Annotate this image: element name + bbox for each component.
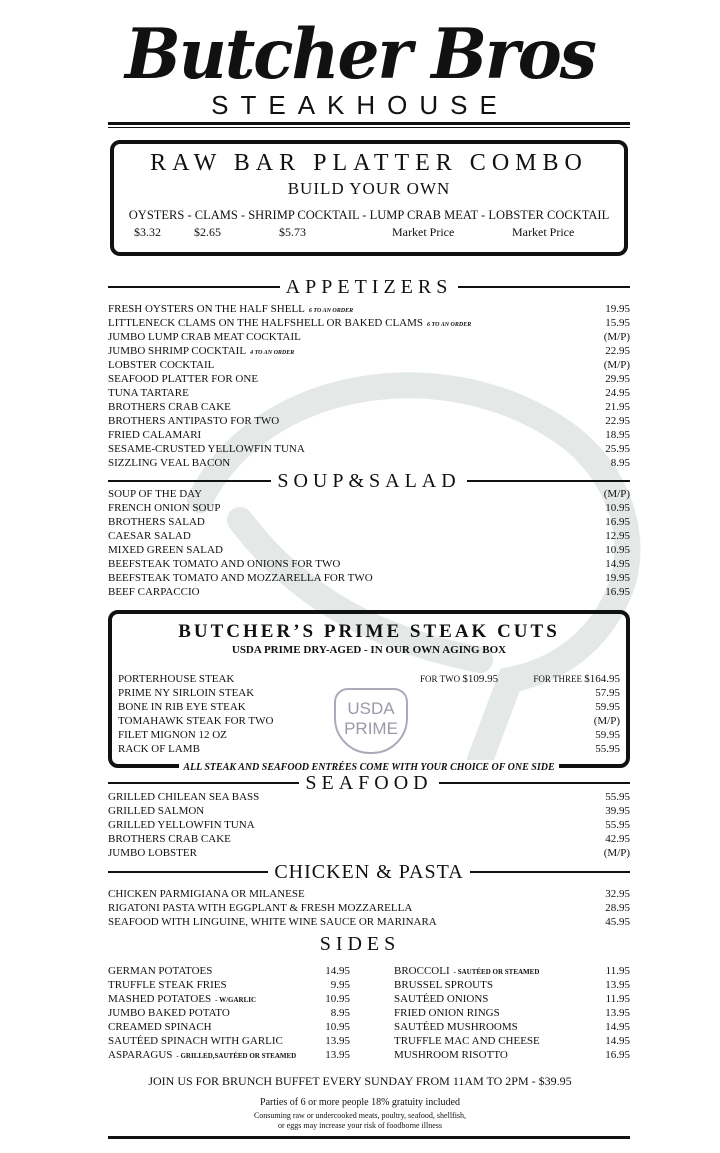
brand-logo: Butcher Bros: [125, 13, 595, 95]
menu-item: [108, 887, 630, 901]
item-name: GRILLED CHILEAN SEA BASS: [108, 791, 260, 803]
menu-item: [118, 714, 620, 728]
menu-item: [108, 344, 630, 358]
badge-text: PRIME: [344, 719, 398, 738]
item-note: 6 TO AN ORDER: [308, 308, 354, 314]
item-price: 10.95: [325, 993, 350, 1005]
item-name: FILET MIGNON 12 OZ: [118, 729, 227, 741]
item-name: LITTLENECK CLAMS ON THE HALFSHELL OR BAKED CLAMS: [108, 317, 424, 329]
menu-item: [108, 585, 630, 599]
price-clams: $2.65: [194, 225, 221, 239]
item-name: SEAFOOD WITH LINGUINE, WHITE WINE SAUCE OR MARINARA: [108, 916, 437, 928]
item-price: 24.95: [605, 387, 630, 399]
item-price: 13.95: [605, 1007, 630, 1019]
item-price: (M/P): [603, 847, 630, 859]
item-note: - GRILLED,SAUTÉED OR STEAMED: [176, 1052, 297, 1060]
item-price: 22.95: [605, 345, 630, 357]
price-crab: Market Price: [392, 225, 455, 239]
menu-item: [108, 964, 350, 978]
item-name: SAUTÉED MUSHROOMS: [394, 1021, 518, 1033]
item-price: 19.95: [605, 572, 630, 584]
item-price: 9.95: [330, 979, 350, 991]
item-name: SAUTÉED ONIONS: [394, 993, 489, 1005]
price-shrimp: $5.73: [279, 225, 306, 239]
item-price: (M/P): [593, 715, 620, 727]
item-price: 45.95: [605, 916, 630, 928]
item-name: JUMBO LUMP CRAB MEAT COCKTAIL: [108, 331, 301, 343]
item-price: 8.95: [610, 457, 630, 469]
item-price: 19.95: [605, 303, 630, 315]
item-price: 42.95: [605, 833, 630, 845]
item-name: BROTHERS ANTIPASTO FOR TWO: [108, 415, 280, 427]
item-price: 16.95: [605, 586, 630, 598]
menu-item: [108, 372, 630, 386]
sides-list: [108, 964, 630, 1062]
item-name: BONE IN RIB EYE STEAK: [118, 701, 246, 713]
item-price: $164.95: [584, 673, 620, 685]
chicken-pasta-list: [108, 887, 630, 929]
item-name: MASHED POTATOES: [108, 993, 212, 1005]
item-name: TRUFFLE STEAK FRIES: [108, 979, 227, 991]
item-name: FRENCH ONION SOUP: [108, 502, 221, 514]
item-price: 28.95: [605, 902, 630, 914]
item-note: 6 TO AN ORDER: [427, 322, 472, 328]
menu-item: [118, 728, 620, 742]
item-name: MIXED GREEN SALAD: [108, 544, 223, 556]
menu-item: [108, 330, 630, 344]
section-title: SEAFOOD: [305, 771, 433, 794]
raw-bar-subtitle: BUILD YOUR OWN: [287, 179, 451, 198]
item-name: FRESH OYSTERS ON THE HALF SHELL: [108, 303, 305, 315]
raw-bar-title: RAW BAR PLATTER COMBO: [150, 150, 588, 176]
menu-item: [108, 543, 630, 557]
menu-item: [394, 1020, 630, 1034]
item-price: 14.95: [605, 1035, 630, 1047]
menu-item: [108, 804, 630, 818]
menu-item: [108, 487, 630, 501]
brunch-text: JOIN US FOR BRUNCH BUFFET EVERY SUNDAY FROM 11AM TO 2PM - $39.95: [148, 1074, 572, 1088]
item-price: 57.95: [595, 687, 620, 699]
menu-item: [108, 1034, 350, 1048]
menu-item: [118, 700, 620, 714]
item-name: TUNA TARTARE: [108, 387, 189, 399]
item-name: SOUP OF THE DAY: [108, 488, 203, 500]
item-price: 18.95: [605, 429, 630, 441]
steak-box: [108, 610, 630, 773]
item-name: RACK OF LAMB: [118, 743, 200, 755]
item-price: (M/P): [603, 331, 630, 343]
menu-item: [108, 428, 630, 442]
steak-footnote: ALL STEAK AND SEAFOOD ENTRÉES COME WITH YOUR CHOICE OF ONE SIDE: [179, 762, 558, 773]
menu-item: [108, 316, 630, 330]
raw-bar-prices: [114, 225, 624, 243]
item-price: 22.95: [605, 415, 630, 427]
divider: [108, 127, 630, 128]
price-oysters: $3.32: [134, 225, 161, 239]
steak-subtitle: USDA PRIME DRY-AGED - IN OUR OWN AGING BOX: [231, 644, 507, 656]
menu-item: [108, 790, 630, 804]
item-name: BEEFSTEAK TOMATO AND MOZZARELLA FOR TWO: [108, 572, 373, 584]
item-name: BEEF CARPACCIO: [108, 586, 200, 598]
menu-item: [108, 358, 630, 372]
item-name: FRIED ONION RINGS: [394, 1007, 500, 1019]
item-name: SESAME-CRUSTED YELLOWFIN TUNA: [108, 443, 305, 455]
item-price: 10.95: [605, 544, 630, 556]
item-price: 55.95: [605, 819, 630, 831]
item-name: ASPARAGUS: [108, 1049, 173, 1061]
menu-item: [108, 414, 630, 428]
item-name: JUMBO BAKED POTATO: [108, 1007, 230, 1019]
item-price: 16.95: [605, 516, 630, 528]
item-price: 55.95: [595, 743, 620, 755]
appetizers-list: [108, 302, 630, 470]
soup-salad-list: [108, 487, 630, 599]
item-price: 14.95: [605, 558, 630, 570]
gratuity-text: Parties of 6 or more people 18% gratuity included: [260, 1097, 460, 1108]
chicken-pasta-header: [108, 862, 630, 882]
item-price: 12.95: [605, 530, 630, 542]
item-name: BROTHERS CRAB CAKE: [108, 833, 231, 845]
menu-item: [108, 456, 630, 470]
item-name: BRUSSEL SPROUTS: [394, 979, 493, 991]
item-name: CAESAR SALAD: [108, 530, 191, 542]
item-price: 14.95: [605, 1021, 630, 1033]
item-price: 10.95: [605, 502, 630, 514]
item-name: JUMBO SHRIMP COCKTAIL: [108, 345, 247, 357]
menu-item: [118, 742, 620, 756]
item-price: (M/P): [603, 488, 630, 500]
item-name: BROTHERS SALAD: [108, 516, 205, 528]
menu-item: [394, 1006, 630, 1020]
item-name: BROTHERS CRAB CAKE: [108, 401, 231, 413]
item-name: RIGATONI PASTA WITH EGGPLANT & FRESH MOZZARELLA: [108, 902, 413, 914]
divider: [108, 122, 630, 125]
item-price: 13.95: [605, 979, 630, 991]
menu-item: [108, 846, 630, 860]
item-name: GRILLED SALMON: [108, 805, 205, 817]
item-price: 13.95: [325, 1049, 350, 1061]
item-name: PRIME NY SIRLOIN STEAK: [118, 687, 255, 699]
item-name: FRIED CALAMARI: [108, 429, 202, 441]
menu-item: [108, 1048, 350, 1062]
item-note: - SAUTÉED OR STEAMED: [453, 968, 540, 976]
menu-item: [108, 386, 630, 400]
item-price: 59.95: [595, 729, 620, 741]
label: FOR TWO: [420, 674, 461, 684]
menu-item: [108, 557, 630, 571]
item-name: TOMAHAWK STEAK FOR TWO: [118, 715, 274, 727]
steak-list: [118, 672, 620, 756]
item-price: 11.95: [605, 993, 630, 1005]
menu-item: [108, 978, 350, 992]
brand-subtitle: STEAKHOUSE: [211, 90, 509, 120]
menu-item: [118, 672, 620, 686]
item-price: 21.95: [605, 401, 630, 413]
item-name: BROCCOLI: [394, 965, 450, 977]
menu-item: [394, 1034, 630, 1048]
menu-item: [108, 818, 630, 832]
item-name: GERMAN POTATOES: [108, 965, 213, 977]
item-name: SAUTÉED SPINACH WITH GARLIC: [108, 1035, 283, 1047]
item-name: LOBSTER COCKTAIL: [108, 359, 215, 371]
item-price: 11.95: [605, 965, 630, 977]
menu-item: [108, 302, 630, 316]
section-title: APPETIZERS: [285, 275, 453, 298]
seafood-list: [108, 790, 630, 860]
item-name: CREAMED SPINACH: [108, 1021, 212, 1033]
section-title: CHICKEN & PASTA: [274, 860, 464, 883]
item-name: GRILLED YELLOWFIN TUNA: [108, 819, 255, 831]
menu-item: [118, 686, 620, 700]
raw-bar-items: OYSTERS - CLAMS - SHRIMP COCKTAIL - LUMP CRAB MEAT - LOBSTER COCKTAIL: [128, 208, 610, 222]
steak-title: BUTCHER’S PRIME STEAK CUTS: [178, 621, 560, 642]
item-name: SEAFOOD PLATTER FOR ONE: [108, 373, 259, 385]
menu-item: [394, 964, 630, 978]
item-price: 25.95: [605, 443, 630, 455]
item-name: JUMBO LOBSTER: [108, 847, 197, 859]
menu-item: [394, 978, 630, 992]
item-note: 4 TO AN ORDER: [250, 350, 295, 356]
item-name: PORTERHOUSE STEAK: [118, 673, 235, 685]
menu-item: [108, 1020, 350, 1034]
menu-item: [394, 1048, 630, 1062]
item-price: 39.95: [605, 805, 630, 817]
badge-text: USDA: [347, 699, 395, 718]
item-price: 29.95: [605, 373, 630, 385]
item-name: BEEFSTEAK TOMATO AND ONIONS FOR TWO: [108, 558, 341, 570]
price-lobster: Market Price: [512, 225, 575, 239]
section-title: SOUP&SALAD: [277, 469, 461, 492]
menu-item: [108, 442, 630, 456]
item-price: 8.95: [330, 1007, 350, 1019]
item-price: 32.95: [605, 888, 630, 900]
menu-item: [108, 400, 630, 414]
menu-item: [108, 1006, 350, 1020]
item-price: 13.95: [325, 1035, 350, 1047]
warning-text: Consuming raw or undercooked meats, poultry, seafood, shellfish,: [253, 1111, 467, 1120]
item-name: MUSHROOM RISOTTO: [394, 1049, 508, 1061]
item-name: CHICKEN PARMIGIANA OR MILANESE: [108, 888, 305, 900]
item-note: - W/GARLIC: [215, 996, 257, 1004]
item-price: $109.95: [462, 673, 499, 685]
menu-item: [108, 992, 350, 1006]
menu-item: [108, 832, 630, 846]
label: FOR THREE: [533, 674, 582, 684]
menu-item: [108, 901, 630, 915]
item-price: (M/P): [603, 359, 630, 371]
item-price: 15.95: [605, 317, 630, 329]
menu-item: [108, 529, 630, 543]
raw-bar-box: [110, 140, 628, 256]
menu-item: [108, 501, 630, 515]
item-price: 10.95: [325, 1021, 350, 1033]
menu-item: [108, 515, 630, 529]
item-price: 59.95: [595, 701, 620, 713]
menu-item: [108, 571, 630, 585]
warning-text: or eggs may increase your risk of foodborne illness: [278, 1121, 442, 1130]
appetizers-header: [108, 277, 630, 297]
menu-item: [394, 992, 630, 1006]
item-name: SIZZLING VEAL BACON: [108, 457, 231, 469]
divider: [108, 1136, 630, 1139]
item-name: TRUFFLE MAC AND CHEESE: [394, 1035, 540, 1047]
menu-item: [108, 915, 630, 929]
item-price: 16.95: [605, 1049, 630, 1061]
sides-title: SIDES: [319, 933, 401, 955]
item-price: 55.95: [605, 791, 630, 803]
item-price: 14.95: [325, 965, 350, 977]
